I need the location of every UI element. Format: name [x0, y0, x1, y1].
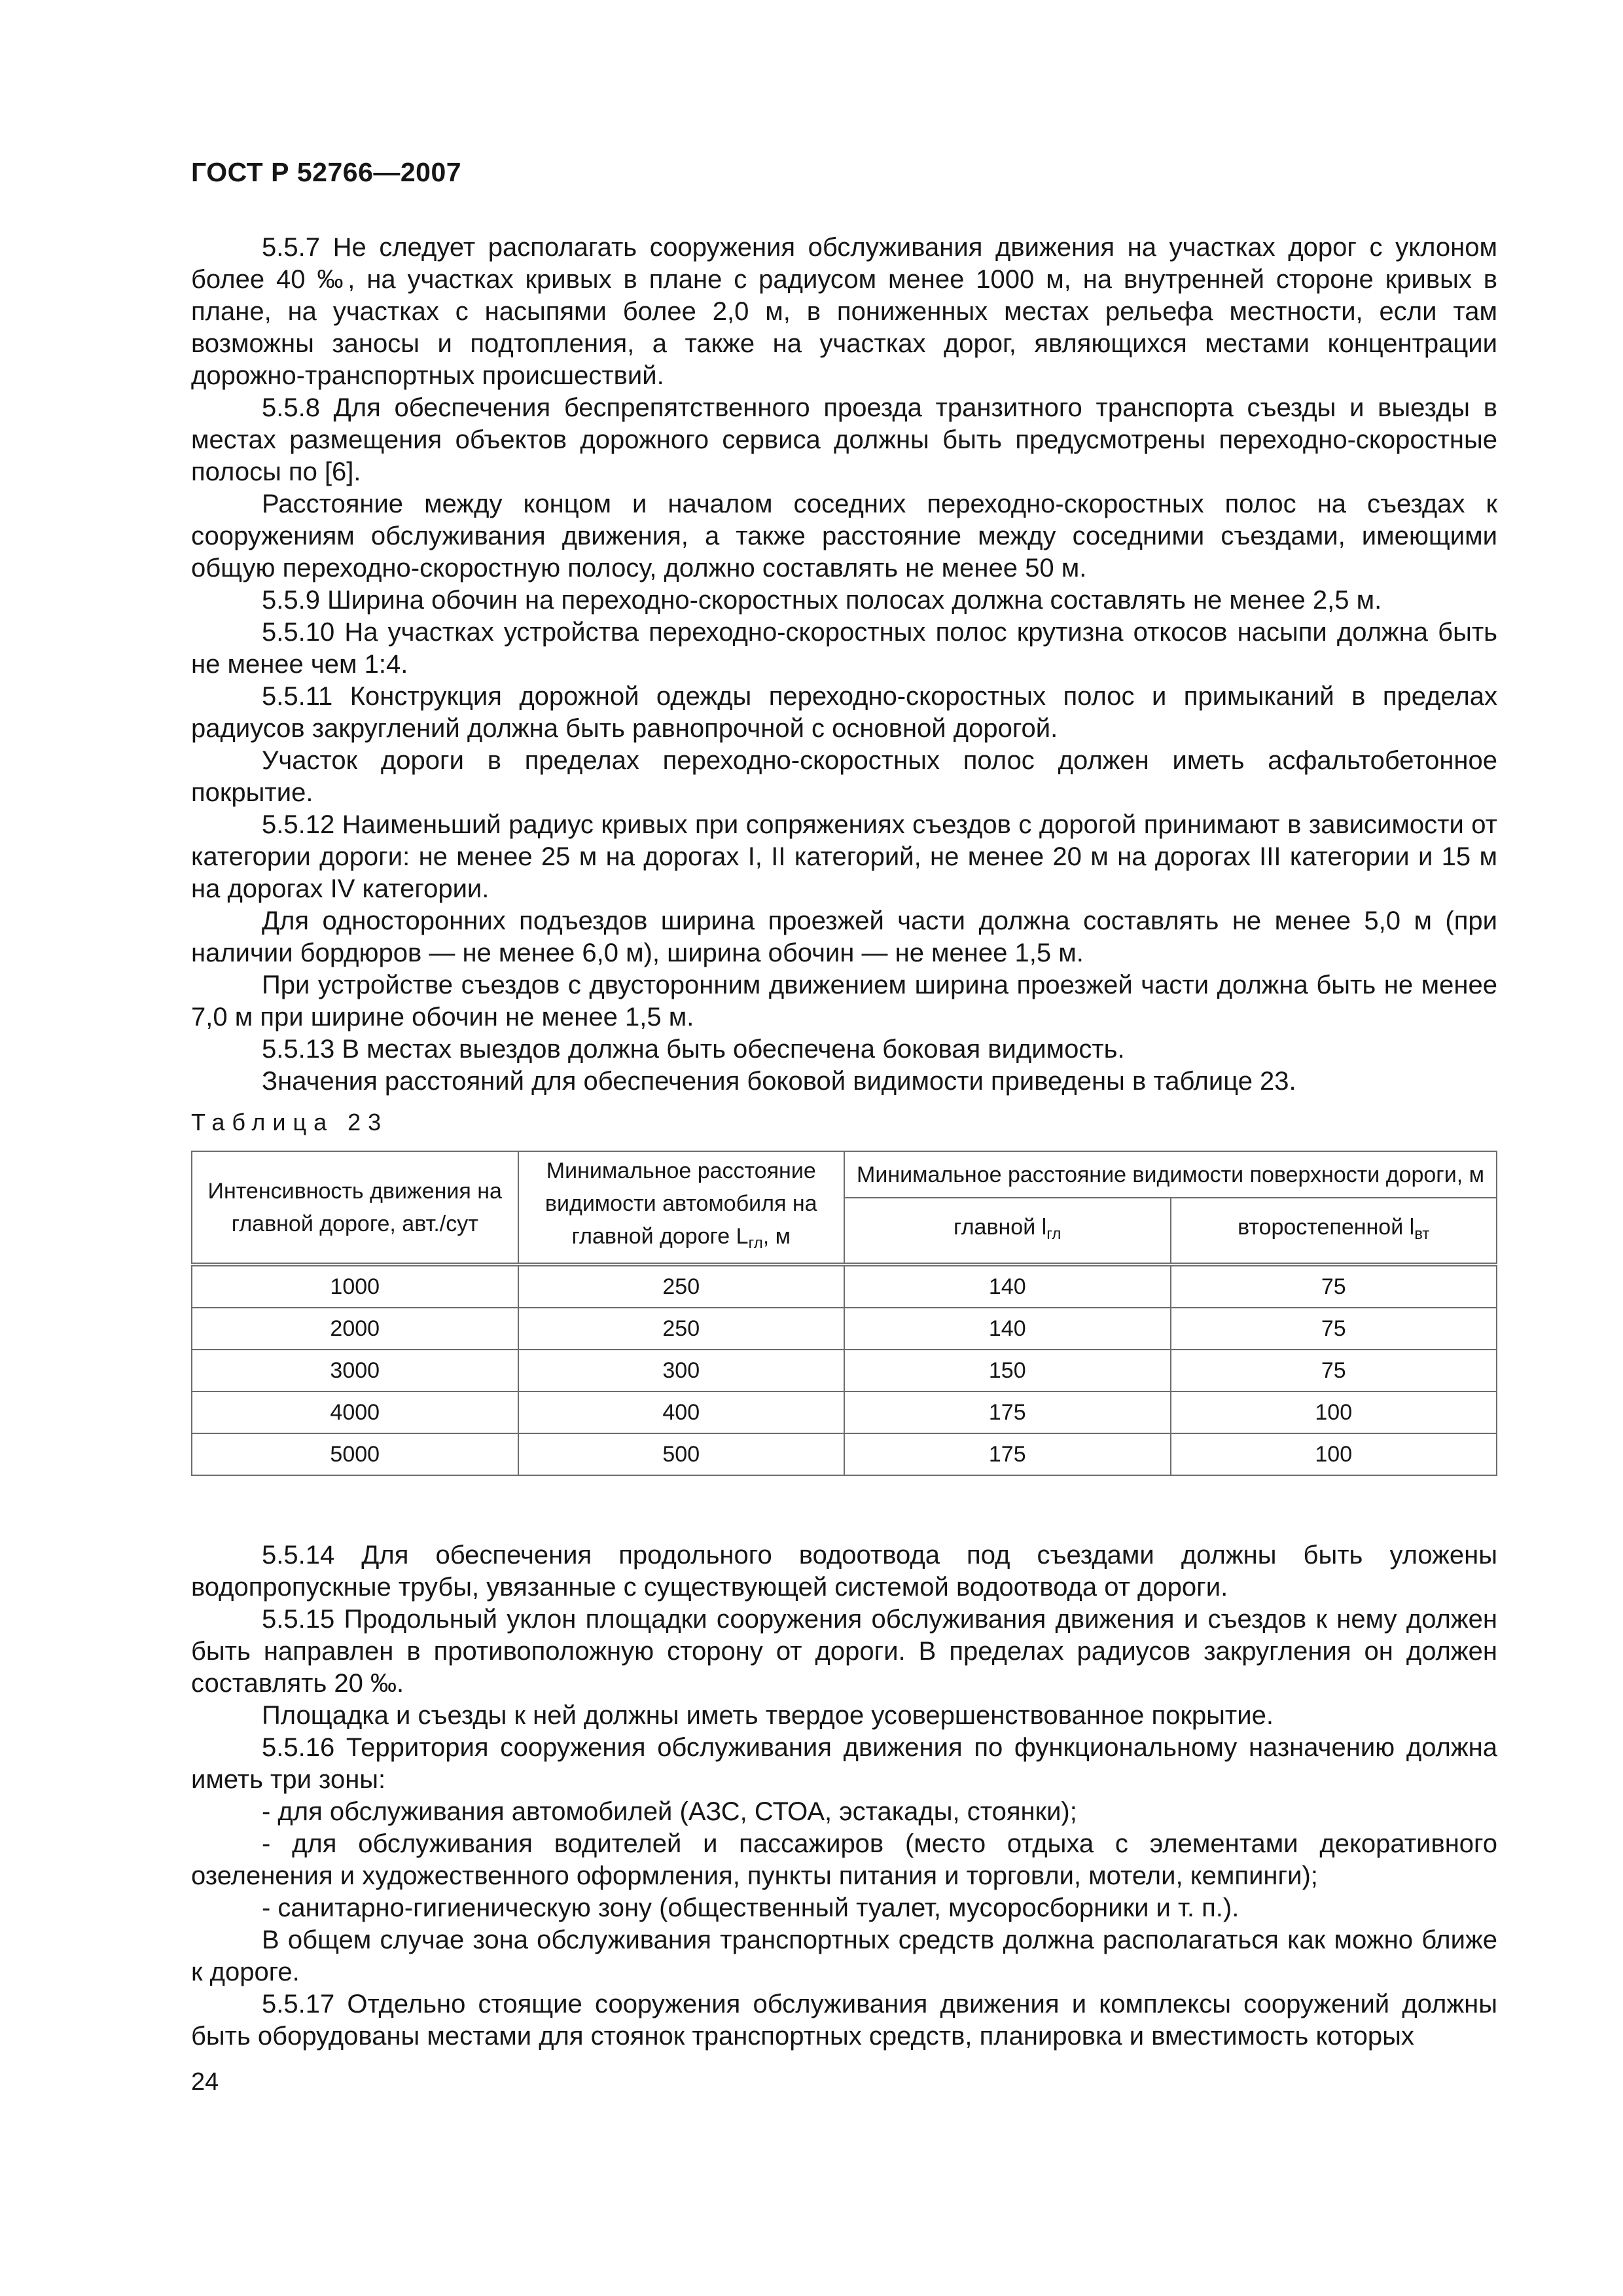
- paragraph-5-5-8: 5.5.8 Для обеспечения беспрепятственного проезда транзитного транспорта съезды и выезды в местах размещения объектов дорожного сервиса должны быть предусмотрены переходно-скоростные полосы по [6].: [191, 393, 1497, 486]
- table-cell: 100: [1171, 1391, 1497, 1433]
- table-row: [192, 1391, 1497, 1433]
- table-cell: 150: [844, 1350, 1171, 1391]
- body-text-top: [191, 232, 1497, 1098]
- paragraph-one-way: Для односторонних подъездов ширина проезжей части должна составлять не менее 5,0 м (при наличии бордюров — не менее 6,0 м), ширина обочин — не менее 1,5 м.: [191, 906, 1497, 967]
- table-cell: 250: [518, 1308, 845, 1350]
- table-row: [192, 1265, 1497, 1308]
- paragraph-5-5-11: 5.5.11 Конструкция дорожной одежды переходно-скоростных полос и примыканий в пределах радиусов закруглений должна быть равнопрочной с основной дорогой.: [191, 682, 1497, 743]
- table-cell: 140: [844, 1308, 1171, 1350]
- table-cell: 250: [518, 1265, 845, 1308]
- header-main-road: главной $l_{гл}$: [844, 1198, 1171, 1265]
- paragraph-two-way: При устройстве съездов с двусторонним движением ширина проезжей части должна быть не менее 7,0 м при ширине обочин не менее 1,5 м.: [191, 971, 1497, 1031]
- table-row: [192, 1433, 1497, 1475]
- list-item: - для обслуживания автомобилей (АЗС, СТОА, эстакады, стоянки);: [262, 1797, 1077, 1826]
- visibility-table: [191, 1151, 1497, 1476]
- paragraph-5-5-16: 5.5.16 Территория сооружения обслуживания движения по функциональному назначению должна иметь три зоны:: [191, 1733, 1497, 1794]
- paragraph-table-ref: Значения расстояний для обеспечения боковой видимости приведены в таблице 23.: [262, 1067, 1296, 1096]
- paragraph-5-5-15: 5.5.15 Продольный уклон площадки сооружения обслуживания движения и съездов к нему должен быть направлен в противоположную сторону от дороги. В пределах радиусов закругления он должен составлять 20 ‰.: [191, 1605, 1497, 1698]
- paragraph-5-5-17: 5.5.17 Отдельно стоящие сооружения обслуживания движения и комплексы сооружений должны быть оборудованы местами для стоянок транспортных средств, планировка и вместимость которых: [191, 1990, 1497, 2051]
- paragraph-5-5-7: 5.5.7 Не следует располагать сооружения обслуживания движения на участках дорог с уклоном более 40 ‰, на участках кривых в плане с радиусом менее 1000 м, на внутренней стороне кривых в плане, на участках с насыпями более 2,0 м, в пониженных местах рельефа местности, если там возможны заносы и подтопления, а также на участках дорог, являющихся местами концентрации дорожно-транспортных происшествий.: [191, 233, 1497, 390]
- table-cell: 3000: [192, 1350, 518, 1391]
- table-cell: 75: [1171, 1265, 1497, 1308]
- table-cell: 100: [1171, 1433, 1497, 1475]
- table-cell: 75: [1171, 1350, 1497, 1391]
- list-item: - санитарно-гигиеническую зону (общественный туалет, мусоросборники и т. п.).: [262, 1893, 1240, 1922]
- paragraph-5-5-9: 5.5.9 Ширина обочин на переходно-скоростных полосах должна составлять не менее 2,5 м.: [262, 586, 1382, 615]
- table-cell: 500: [518, 1433, 845, 1475]
- paragraph-5-5-12: 5.5.12 Наименьший радиус кривых при сопряжениях съездов с дорогой принимают в зависимости от категории дороги: не менее 25 м на дорогах I, II категорий, не менее 20 м на дорогах III категории и 15 м на дорогах IV категории.: [191, 810, 1497, 903]
- paragraph-5-5-13: 5.5.13 В местах выездов должна быть обеспечена боковая видимость.: [262, 1035, 1125, 1064]
- table-cell: 5000: [192, 1433, 518, 1475]
- paragraph-road-section: Участок дороги в пределах переходно-скоростных полос должен иметь асфальтобетонное покрытие.: [191, 746, 1497, 807]
- table-cell: 300: [518, 1350, 845, 1391]
- paragraph-distance: Расстояние между концом и началом соседних переходно-скоростных полос на съездах к сооружениям обслуживания движения, а также расстояние между соседними съездами, имеющими общую переходно-скоростную полосу, должно составлять не менее 50 м.: [191, 490, 1497, 583]
- table-row: [192, 1308, 1497, 1350]
- paragraph-5-5-10: 5.5.10 На участках устройства переходно-скоростных полос крутизна откосов насыпи должна быть не менее чем 1:4.: [191, 618, 1497, 679]
- header-traffic-intensity: Интенсивность движения на главной дороге, авт./сут: [192, 1151, 518, 1265]
- table-row: [192, 1350, 1497, 1391]
- table-cell: 175: [844, 1433, 1171, 1475]
- paragraph-pavement: Площадка и съезды к ней должны иметь твердое усовершенствованное покрытие.: [262, 1701, 1274, 1730]
- table-cell: 175: [844, 1391, 1171, 1433]
- header-secondary-road: второстепенной $l_{вт}$: [1171, 1198, 1497, 1265]
- table-cell: 4000: [192, 1391, 518, 1433]
- header-surface-visibility: Минимальное расстояние видимости поверхности дороги, м: [844, 1151, 1497, 1198]
- table-caption: Таблица 23: [191, 1109, 389, 1136]
- paragraph-5-5-14: 5.5.14 Для обеспечения продольного водоотвода под съездами должны быть уложены водопропускные трубы, увязанные с существующей системой водоотвода от дороги.: [191, 1541, 1497, 1602]
- table-cell: 2000: [192, 1308, 518, 1350]
- list-item: - для обслуживания водителей и пассажиров (место отдыха с элементами декоративного озеленения и художественного оформления, пункты питания и торговли, мотели, кемпинги);: [191, 1829, 1497, 1890]
- table-cell: 400: [518, 1391, 845, 1433]
- table-cell: 1000: [192, 1265, 518, 1308]
- table-cell: 140: [844, 1265, 1171, 1308]
- page-number: 24: [191, 2068, 219, 2096]
- body-text-bottom: [191, 1539, 1497, 2053]
- paragraph-service-zone: В общем случае зона обслуживания транспортных средств должна располагаться как можно ближе к дороге.: [191, 1926, 1497, 1986]
- header-vehicle-visibility: Минимальное расстояние видимости автомобиля на главной дороге $L_{гл}$, м: [518, 1151, 845, 1265]
- table-cell: 75: [1171, 1308, 1497, 1350]
- document-header: ГОСТ Р 52766—2007: [191, 157, 462, 187]
